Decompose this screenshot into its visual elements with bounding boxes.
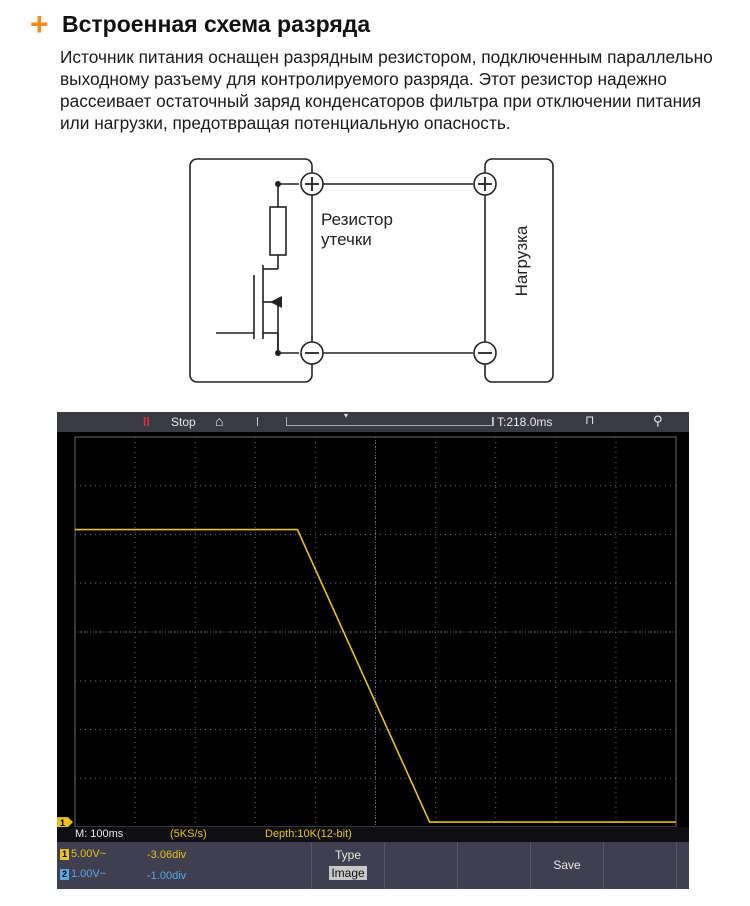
usb-icon: ⚲ [653, 413, 663, 428]
ch2-scale: 1.00V~ [71, 868, 107, 880]
ch1-scale: 5.00V~ [71, 848, 107, 860]
resistor-label-line2: утечки [321, 230, 372, 249]
trigger-time: T:218.0ms [497, 415, 553, 429]
type-label: Type [334, 848, 361, 862]
timebase: M: 100ms [75, 828, 124, 840]
scope-top-bar [57, 412, 689, 432]
soft-key-blank[interactable] [385, 842, 457, 889]
description-line: Источник питания оснащен разрядным резистором, подключенным параллельно [60, 47, 713, 67]
memory-depth: Depth:10K(12-bit) [265, 828, 352, 840]
resistor-label-line1: Резистор [321, 210, 393, 229]
timeline-bar[interactable] [257, 412, 493, 426]
section-header [30, 8, 370, 40]
scope-status-bar [57, 827, 689, 842]
ch1-offset: -3.06div [147, 849, 187, 861]
sample-rate: (5KS/s) [170, 828, 207, 840]
load-label: Нагрузка [512, 225, 531, 297]
oscilloscope-screen [57, 412, 689, 889]
circuit-diagram [188, 157, 558, 389]
plus-icon: + [30, 6, 49, 42]
soft-key-blank[interactable] [458, 842, 530, 889]
node-dot [275, 350, 281, 356]
ch1-info[interactable] [60, 848, 106, 860]
description-line: выходному разъему для контролируемого разряда. Этот резистор надежно [60, 69, 667, 89]
description [60, 46, 740, 134]
waveform-display [57, 432, 689, 827]
node-dot [275, 181, 281, 187]
run-state[interactable]: Stop [171, 415, 196, 429]
page-title: Встроенная схема разряда [62, 10, 371, 37]
ch1-badge: 1 [61, 848, 67, 859]
ch2-offset: -1.00div [147, 870, 187, 882]
resistor [270, 207, 286, 255]
ch1-marker-label: 1 [60, 818, 66, 827]
soft-key-blank[interactable] [604, 842, 676, 889]
power-supply-box [190, 159, 312, 382]
ch2-info[interactable] [60, 868, 106, 880]
soft-key-divider [676, 842, 677, 889]
lock-icon: ⊓ [585, 413, 595, 427]
type-value: Image [331, 866, 365, 880]
soft-key-bar [57, 842, 689, 889]
pause-icon[interactable]: ll [143, 415, 150, 429]
home-icon[interactable]: ⌂ [215, 413, 224, 429]
ch2-badge: 2 [61, 868, 67, 879]
type-button[interactable] [312, 842, 384, 889]
description-line: или нагрузки, предотвращая потенциальную опасность. [60, 113, 511, 133]
description-line: рассеивает остаточный заряд конденсаторов фильтра при отключении питания [60, 91, 702, 111]
trigger-position-icon: ▾ [344, 412, 349, 420]
save-button[interactable] [531, 842, 603, 889]
save-label: Save [553, 858, 581, 872]
